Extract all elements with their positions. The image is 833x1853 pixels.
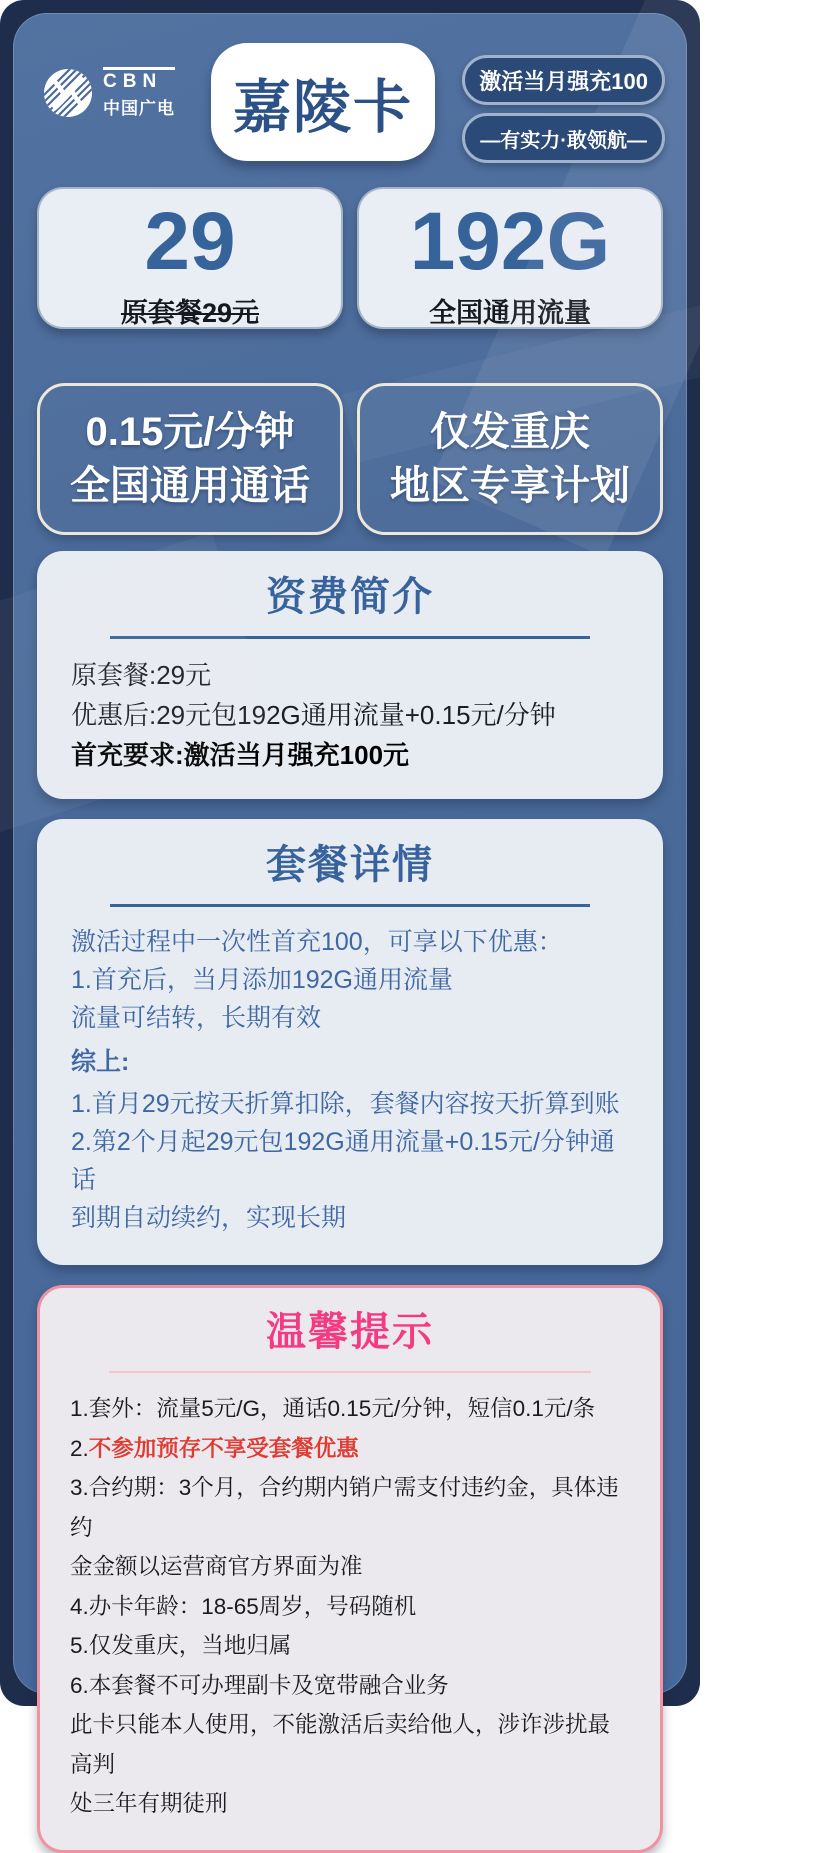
tips-warning-prefix: 2. xyxy=(70,1435,89,1461)
detail-line: 1.首充后，当月添加192G通用流量 xyxy=(71,966,454,994)
brand-name-label: 中国广电 xyxy=(103,98,175,118)
product-title: 嘉陵卡 xyxy=(232,75,413,140)
brand-cbn-label: CBN xyxy=(103,67,175,92)
tariff-line: 优惠后:29元包192G通用流量+0.15元/分钟 xyxy=(71,700,556,730)
tips-line: 3.合约期：3个月，合约期内销户需支付违约金，具体违约 xyxy=(70,1475,619,1540)
tariff-bold-line: 首充要求:激活当月强充100元 xyxy=(71,740,410,770)
region-line1: 仅发重庆 xyxy=(430,410,590,454)
region-card xyxy=(357,383,663,535)
detail-body xyxy=(71,923,629,1237)
tips-line: 此卡只能本人使用，不能激活后卖给他人，涉诈涉扰最高判 xyxy=(70,1712,611,1777)
divider xyxy=(109,1371,591,1373)
cbn-globe-icon xyxy=(43,68,93,118)
tips-warning-line xyxy=(70,1429,630,1469)
tips-body xyxy=(70,1389,630,1824)
tariff-line: 原套餐:29元 xyxy=(71,660,212,690)
region-line2: 地区专享计划 xyxy=(390,464,630,508)
brand-logo xyxy=(43,67,175,119)
divider xyxy=(110,636,590,639)
detail-line: 到期自动续约，实现长期 xyxy=(71,1204,347,1232)
detail-panel xyxy=(37,819,663,1265)
call-rate-line2: 全国通用通话 xyxy=(70,464,310,508)
data-label: 全国通用流量 xyxy=(429,298,591,328)
data-value: 192G xyxy=(409,196,611,287)
detail-summary-label: 综上: xyxy=(71,1048,130,1076)
badge-group xyxy=(462,55,665,163)
main-board xyxy=(13,13,687,1816)
call-rate-card xyxy=(37,383,343,535)
feature-row xyxy=(13,383,687,535)
detail-line: 2.第2个月起29元包192G通用流量+0.15元/分钟通话 xyxy=(71,1128,615,1194)
tips-title: 温馨提示 xyxy=(266,1310,434,1354)
product-title-card xyxy=(211,43,435,161)
brand-text xyxy=(103,67,175,119)
recharge-badge: 激活当月强充100 xyxy=(462,55,665,105)
detail-title: 套餐详情 xyxy=(266,843,434,887)
detail-line: 流量可结转，长期有效 xyxy=(71,1004,322,1032)
tips-line: 6.本套餐不可办理副卡及宽带融合业务 xyxy=(70,1672,449,1698)
tips-line: 金金额以运营商官方界面为准 xyxy=(70,1554,363,1579)
header xyxy=(13,13,687,163)
detail-line: 激活过程中一次性首充100，可享以下优惠： xyxy=(71,928,563,956)
original-price-label: 原套餐29元 xyxy=(120,298,260,328)
detail-line: 1.首月29元按天折算扣除，套餐内容按天折算到账 xyxy=(71,1090,620,1118)
tariff-panel xyxy=(37,551,663,799)
tips-line: 5.仅发重庆，当地归属 xyxy=(70,1633,292,1658)
tariff-title: 资费简介 xyxy=(266,575,434,619)
divider xyxy=(110,904,590,907)
tips-panel xyxy=(37,1285,663,1853)
call-rate-line1: 0.15元/分钟 xyxy=(85,410,295,454)
stat-row xyxy=(13,187,687,329)
tips-line: 1.套外：流量5元/G，通话0.15元/分钟，短信0.1元/条 xyxy=(70,1396,596,1421)
tips-line: 4.办卡年龄：18-65周岁，号码随机 xyxy=(70,1593,417,1619)
tips-line: 处三年有期徒刑 xyxy=(70,1791,228,1816)
price-value: 29 xyxy=(144,196,236,287)
slogan-badge: —有实力·敢领航— xyxy=(462,113,665,163)
price-card xyxy=(37,187,343,329)
tariff-body xyxy=(71,655,629,775)
data-card xyxy=(357,187,663,329)
tips-warning-text: 不参加预存不享受套餐优惠 xyxy=(88,1435,359,1461)
